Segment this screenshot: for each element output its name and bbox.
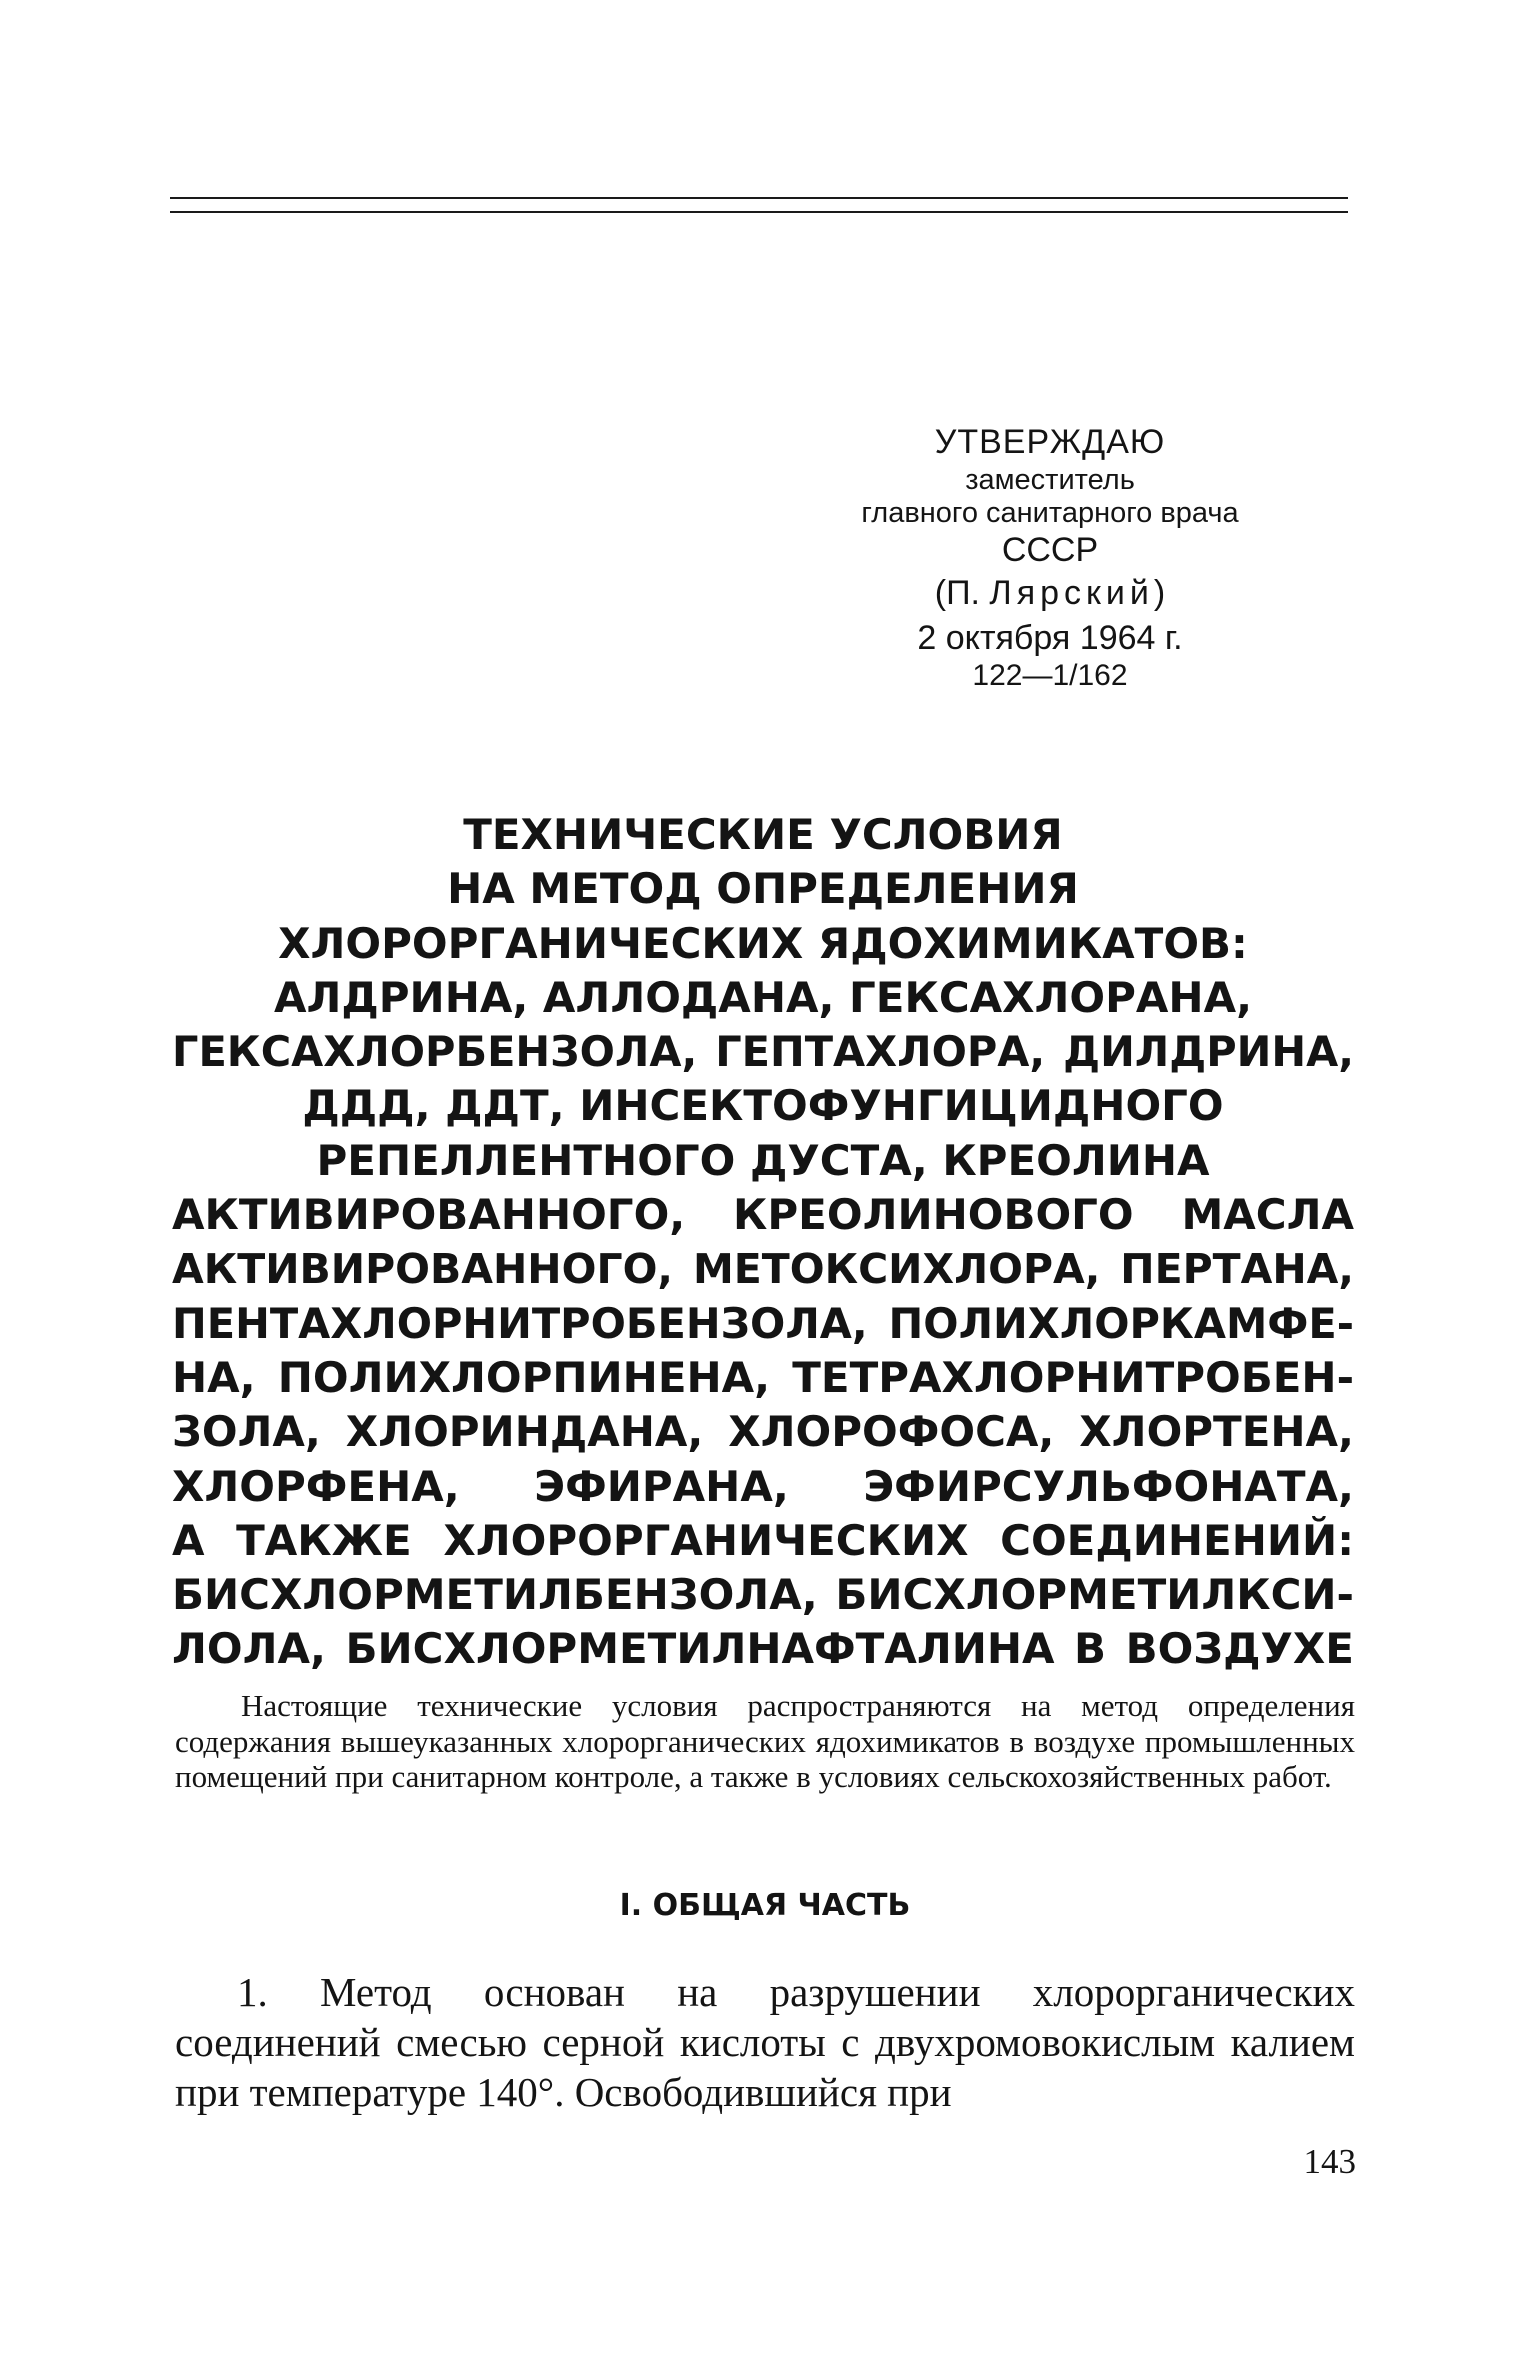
section-heading: I. ОБЩАЯ ЧАСТЬ bbox=[619, 1888, 911, 1923]
approval-heading: УТВЕРЖДАЮ bbox=[934, 423, 1166, 461]
approval-country: СССР bbox=[1001, 531, 1099, 569]
title-line: НА МЕТОД ОПРЕДЕЛЕНИЯ bbox=[447, 864, 1079, 914]
title-line: ХЛОРОРГАНИЧЕСКИХ ЯДОХИМИКАТОВ: bbox=[278, 918, 1248, 968]
signatory-suffix: ) bbox=[1153, 574, 1166, 612]
title-line: А ТАКЖЕ ХЛОРОРГАНИЧЕСКИХ СОЕДИНЕНИЙ: bbox=[172, 1515, 1354, 1565]
title-line: АКТИВИРОВАННОГО, МЕТОКСИХЛОРА, ПЕРТАНА, bbox=[172, 1245, 1354, 1294]
body-paragraph: 1. Метод основан на разрушении хлорорганических соединений смесью серной кислоты с двухромовокислым калием при температуре 140°. Освободившийся при bbox=[175, 1969, 1355, 2115]
title-line: БИСХЛОРМЕТИЛБЕНЗОЛА, БИСХЛОРМЕТИЛКСИ- bbox=[172, 1570, 1354, 1620]
approval-date: 2 октября 1964 г. bbox=[917, 619, 1183, 657]
title-line: ГЕКСАХЛОРБЕНЗОЛА, ГЕПТАХЛОРА, ДИЛДРИНА, bbox=[172, 1027, 1354, 1077]
title-line: АКТИВИРОВАННОГО, КРЕОЛИНОВОГО МАСЛА bbox=[172, 1190, 1354, 1240]
signatory-prefix: (П. bbox=[934, 574, 990, 612]
title-line: РЕПЕЛЛЕНТНОГО ДУСТА, КРЕОЛИНА bbox=[316, 1135, 1210, 1185]
approval-number: 122—1/162 bbox=[972, 659, 1128, 692]
title-line: НА, ПОЛИХЛОРПИНЕНА, ТЕТРАХЛОРНИТРОБЕН- bbox=[172, 1352, 1354, 1402]
title-line: АЛДРИНА, АЛЛОДАНА, ГЕКСАХЛОРАНА, bbox=[273, 972, 1253, 1022]
approval-signatory bbox=[770, 570, 1330, 616]
page-number: 143 bbox=[1303, 2142, 1356, 2181]
signatory-surname: Лярский bbox=[989, 574, 1154, 612]
title-line: ДДД, ДДТ, ИНСЕКТОФУНГИЦИДНОГО bbox=[302, 1081, 1224, 1131]
title-line: ПЕНТАХЛОРНИТРОБЕНЗОЛА, ПОЛИХЛОРКАМФЕ- bbox=[172, 1298, 1354, 1348]
title-line: ТЕХНИЧЕСКИЕ УСЛОВИЯ bbox=[463, 810, 1063, 859]
approval-position-line2: главного санитарного врача bbox=[861, 497, 1239, 529]
title-line: ЗОЛА, ХЛОРИНДАНА, ХЛОРОФОСА, ХЛОРТЕНА, bbox=[172, 1407, 1354, 1457]
title-line: ХЛОРФЕНА, ЭФИРАНА, ЭФИРСУЛЬФОНАТА, bbox=[172, 1461, 1354, 1511]
document-title bbox=[172, 808, 1354, 1677]
title-line: ЛОЛА, БИСХЛОРМЕТИЛНАФТАЛИНА В ВОЗДУХЕ bbox=[172, 1624, 1354, 1674]
intro-paragraph: Настоящие технические условия распространяются на метод определения содержания вышеуказанных хлорорганических ядохимикатов в воздухе промышленных помещений при санитарном контроле, а также в условиях сельскохозяйственных работ. bbox=[175, 1688, 1355, 1794]
top-double-rule bbox=[170, 197, 1348, 213]
approval-position-line1: заместитель bbox=[965, 464, 1135, 496]
approval-block bbox=[770, 420, 1330, 692]
